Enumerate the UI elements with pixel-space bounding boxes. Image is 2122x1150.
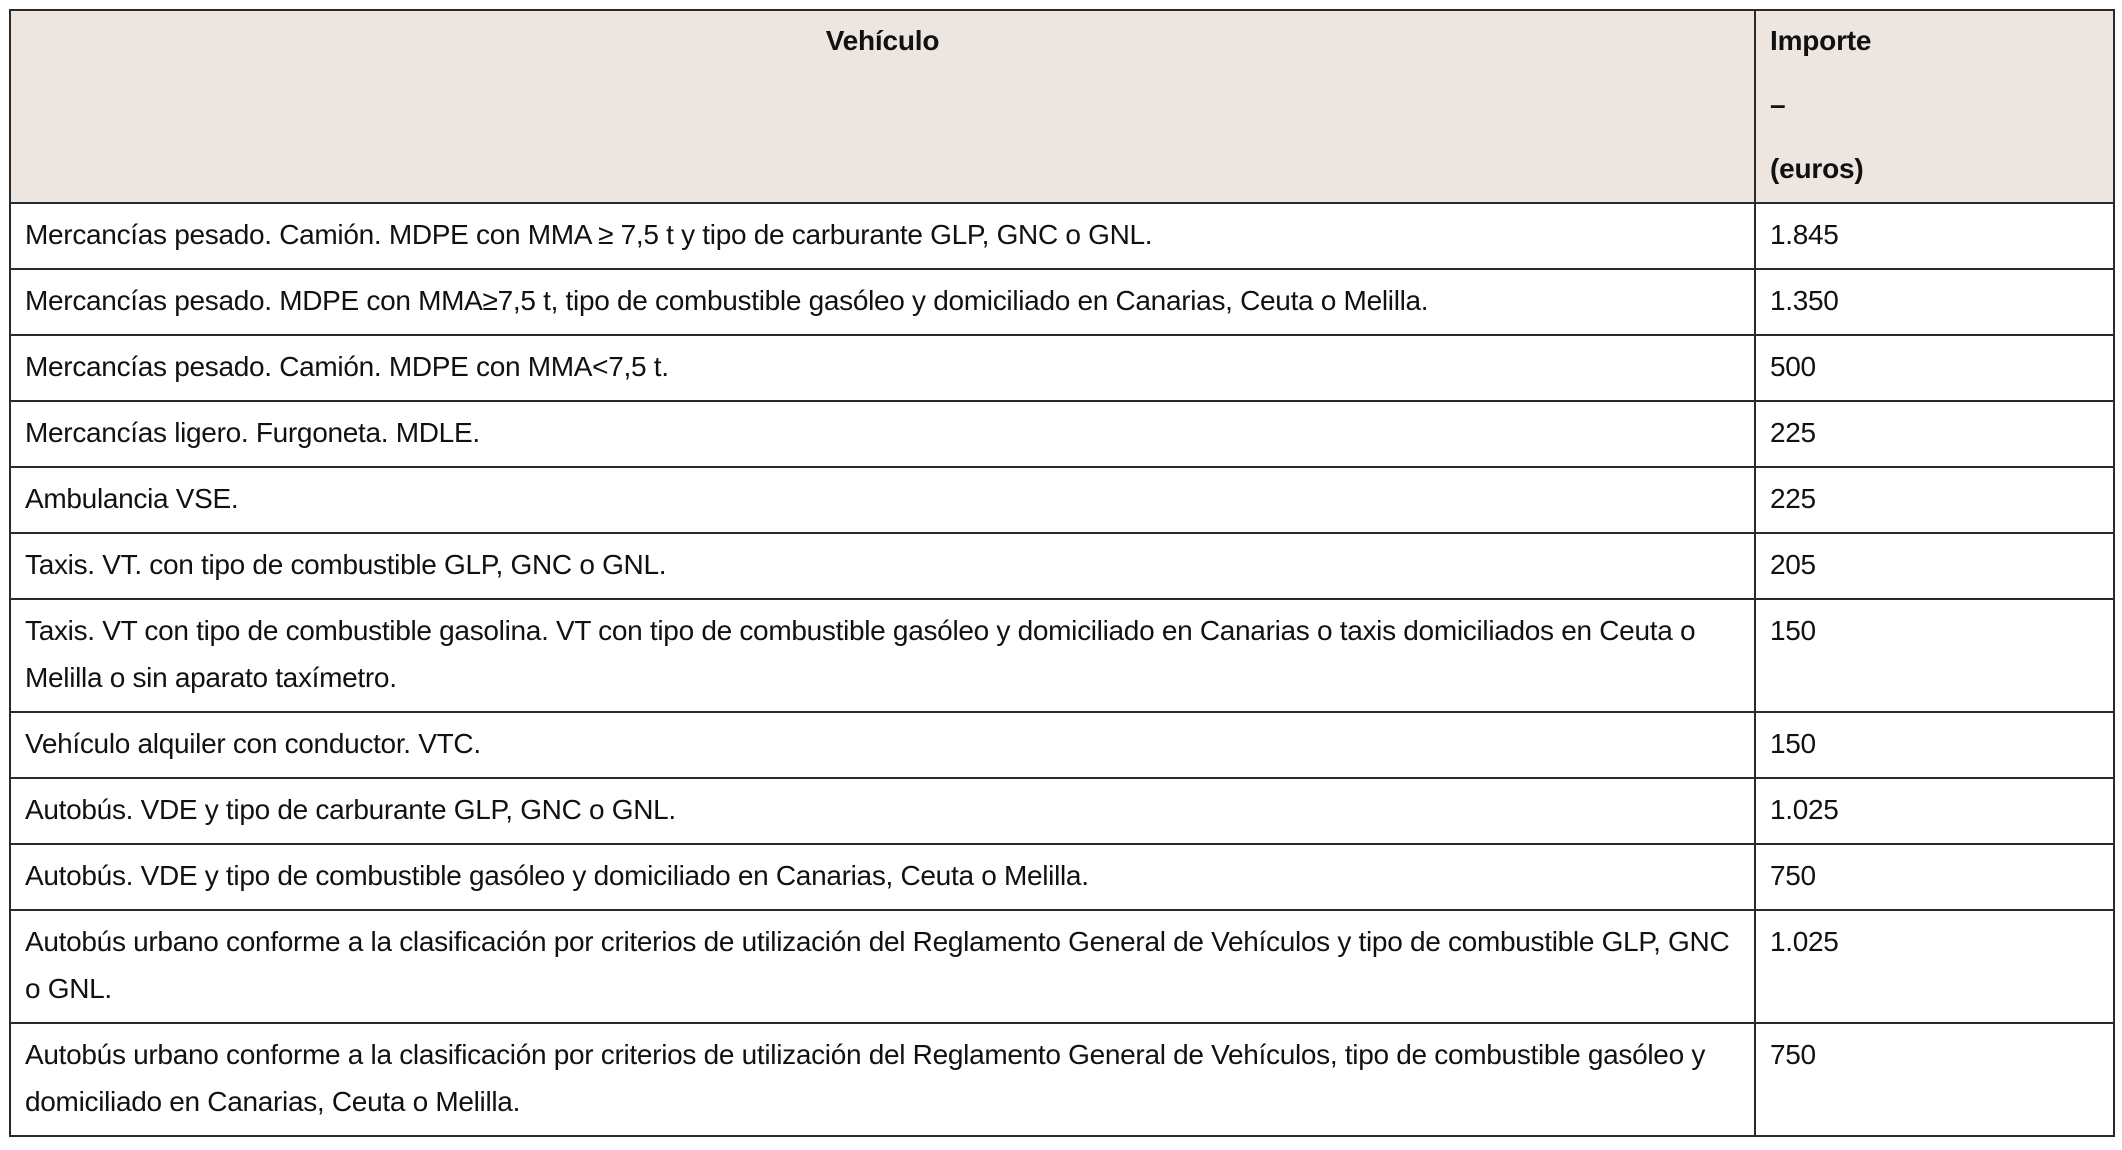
vehicle-cell: Autobús. VDE y tipo de carburante GLP, GNC o GNL. (10, 778, 1755, 844)
table-row (10, 712, 2114, 778)
amount-cell: 750 (1755, 844, 2114, 910)
column-header-vehiculo: Vehículo (10, 10, 1755, 203)
table-row (10, 844, 2114, 910)
amount-cell: 1.025 (1755, 910, 2114, 1023)
table-row (10, 599, 2114, 712)
column-header-importe-line: Importe (1770, 25, 1872, 56)
amount-cell: 150 (1755, 599, 2114, 712)
vehicle-cell: Ambulancia VSE. (10, 467, 1755, 533)
table-row (10, 910, 2114, 1023)
amount-cell: 1.845 (1755, 203, 2114, 269)
vehicle-cell: Mercancías pesado. MDPE con MMA≥7,5 t, tipo de combustible gasóleo y domiciliado en Canarias, Ceuta o Melilla. (10, 269, 1755, 335)
amount-cell: 205 (1755, 533, 2114, 599)
column-header-importe-dash: – (1770, 89, 1786, 120)
document-page (9, 9, 2113, 1137)
table-header (10, 10, 2114, 203)
table-row (10, 778, 2114, 844)
amount-cell: 225 (1755, 467, 2114, 533)
vehicle-cell: Mercancías pesado. Camión. MDPE con MMA<7,5 t. (10, 335, 1755, 401)
amount-cell: 225 (1755, 401, 2114, 467)
vehicle-cell: Autobús. VDE y tipo de combustible gasóleo y domiciliado en Canarias, Ceuta o Melilla. (10, 844, 1755, 910)
amount-cell: 1.025 (1755, 778, 2114, 844)
header-row (10, 10, 2114, 203)
vehicle-cell: Taxis. VT. con tipo de combustible GLP, GNC o GNL. (10, 533, 1755, 599)
vehicle-cell: Vehículo alquiler con conductor. VTC. (10, 712, 1755, 778)
vehicle-cell: Mercancías ligero. Furgoneta. MDLE. (10, 401, 1755, 467)
column-header-importe-unit: (euros) (1770, 153, 1864, 184)
table-row (10, 335, 2114, 401)
table-body (10, 203, 2114, 1136)
table-row (10, 467, 2114, 533)
table-row (10, 533, 2114, 599)
amount-cell: 750 (1755, 1023, 2114, 1136)
vehicle-cell: Mercancías pesado. Camión. MDPE con MMA ≥ 7,5 t y tipo de carburante GLP, GNC o GNL. (10, 203, 1755, 269)
table-row (10, 1023, 2114, 1136)
column-header-importe (1755, 10, 2114, 203)
amount-cell: 1.350 (1755, 269, 2114, 335)
table-row (10, 401, 2114, 467)
amount-cell: 500 (1755, 335, 2114, 401)
table-row (10, 203, 2114, 269)
vehicle-cell: Autobús urbano conforme a la clasificación por criterios de utilización del Reglamento General de Vehículos y tipo de combustible GLP, GNC o GNL. (10, 910, 1755, 1023)
amount-cell: 150 (1755, 712, 2114, 778)
vehicle-cell: Autobús urbano conforme a la clasificación por criterios de utilización del Reglamento General de Vehículos, tipo de combustible gasóleo y domiciliado en Canarias, Ceuta o Melilla. (10, 1023, 1755, 1136)
tariff-table (9, 9, 2115, 1137)
table-row (10, 269, 2114, 335)
vehicle-cell: Taxis. VT con tipo de combustible gasolina. VT con tipo de combustible gasóleo y domiciliado en Canarias o taxis domiciliados en Ceuta o Melilla o sin aparato taxímetro. (10, 599, 1755, 712)
